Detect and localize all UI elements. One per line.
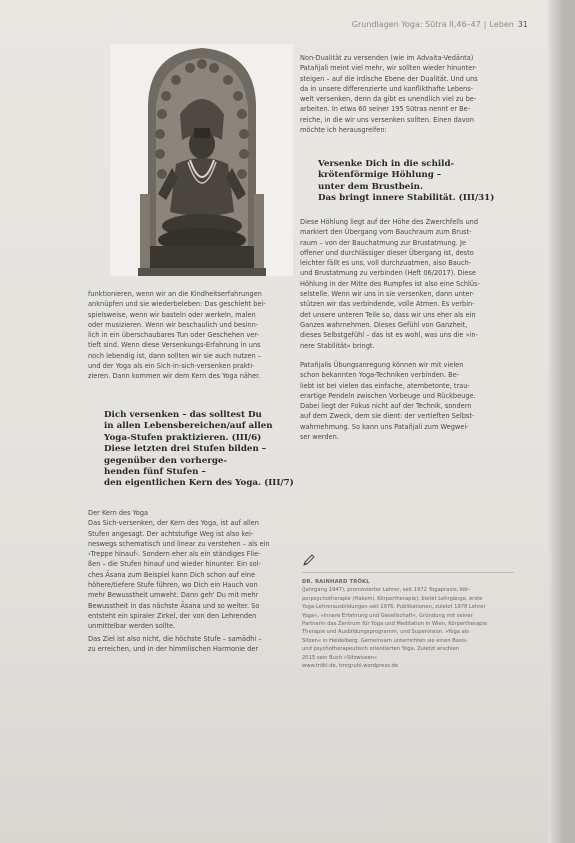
text-line: stützen wir das verbindende, volle Atmen. Es verbin-: [300, 300, 475, 309]
pencil-icon: [302, 553, 316, 567]
text-line: anknüpfen und sie wiederbeleben: Das geschieht bei-: [88, 300, 266, 309]
bio-line: Therapie und Ausbildungsprogramm, und Supervision. »Yoga als: [302, 629, 469, 636]
text-line: da in unsere differenzierte und konflikthafte Lebens-: [300, 84, 474, 93]
text-line: Diese Höhlung liegt auf der Höhe des Zwerchfells und: [300, 218, 479, 226]
text-line: liebt ist bei vielen das einfache, atembetonte, trau-: [300, 381, 470, 390]
quote-line: Das bringt innere Stabilität. (III/31): [318, 193, 495, 204]
text-line: noch lebendig ist, dann sollten wir sie auch nutzen –: [88, 351, 262, 360]
header-separator: |: [483, 20, 487, 29]
right-paragraph-3: [300, 360, 513, 442]
text-line: dieses Selbstgefühl – das ist es wohl, was uns die »in-: [300, 331, 478, 340]
text-line: leichter fällt es uns, voll durchzuatmen, also Bauch-: [300, 259, 472, 268]
quote-line: Yoga-Stufen praktizieren. (III/6): [104, 432, 262, 443]
bio-line: und psychotherapeutisch orientierten Yoga. Zuletzt erschien: [302, 646, 460, 653]
quote-line: Versenke Dich in die schild-: [318, 159, 455, 169]
text-line: funktionieren, wenn wir an die Kindheitserfahrungen: [88, 290, 262, 298]
right-pull-quote: [318, 159, 518, 205]
page-number: 31: [517, 20, 528, 29]
text-line: Dabei liegt der Fokus nicht auf der Technik, sondern: [300, 402, 472, 411]
bio-line: 2015 sein Buch »Sitzwissen«: [302, 654, 378, 661]
text-line: lich in ein überschaubares Tun oder Geschehen ver-: [88, 331, 259, 340]
page-edge: [548, 0, 562, 843]
left-section: [88, 508, 296, 632]
quote-line: henden fünf Stufen –: [104, 467, 206, 478]
bio-line: (Jahrgang 1947), promovierter Lehrer, seit 1972 Yogapraxis, Kör-: [302, 587, 470, 594]
text-line: Non-Dualität zu versenden (wie im Advaita-Vedānta): [300, 54, 474, 62]
text-line: ches Āsana zum Beispiel kann Dich schon auf eine: [88, 570, 256, 579]
text-line: Ganzes wahrnehmen. Dieses Gefühl von Ganzheit,: [300, 320, 468, 329]
text-line: oder musizieren. Wenn wir beschaulich und besinn-: [88, 320, 259, 329]
text-line: entsteht ein spiraler Zirkel, der von den Lehrenden: [88, 611, 257, 620]
text-line: und der Yoga als ein Sich-in-sich-versenken prakti-: [88, 362, 255, 371]
right-paragraph-1: [300, 53, 513, 135]
text-line: zieren. Dann kommen wir dem Kern des Yoga näher.: [88, 372, 261, 381]
text-line: spielsweise, wenn wir basteln oder werkeln, malen: [88, 310, 256, 319]
text-line: offener und durchlässiger dieser Übergang ist, desto: [300, 248, 474, 257]
left-paragraph-1: [88, 289, 296, 382]
bio-divider: [302, 572, 514, 573]
text-line: Das Ziel ist also nicht, die höchste Stufe – samādhi –: [88, 635, 262, 643]
text-line: Bewusstheit in das nächste Āsana und so weiter. So: [88, 601, 260, 610]
text-line: Höhlung in der Mitte des Rumpfes ist also eine Schlüs-: [300, 279, 480, 288]
text-line: Stufen angesagt. Der achtstufige Weg ist also kei-: [88, 529, 254, 538]
text-line: wahrnehmung. So kann uns Patañjali zum Wegwei-: [300, 422, 469, 431]
quote-line: krötenförmige Höhlung –: [318, 170, 442, 181]
quote-line: unter dem Brustbein.: [318, 181, 423, 192]
text-line: und Brustatmung zu verbinden (Heft 06/2017). Diese: [300, 269, 476, 278]
text-line: raum – von der Bauchatmung zur Brustatmung. Je: [300, 238, 467, 247]
section-heading: Der Kern des Yoga: [88, 509, 149, 517]
text-line: erartige Pendeln zwischen Vorbeuge und Rückbeuge.: [300, 391, 476, 400]
text-line: zu erreichen, und in der himmlischen Harmonie der: [88, 645, 259, 654]
text-line: mehr Bewusstheit umweht. Dann geh' Du mit mehr: [88, 591, 259, 600]
text-line: neswegs schematisch und linear zu verstehen – als ein: [88, 539, 270, 548]
left-paragraph-3: [88, 634, 296, 655]
bio-line: Yoga-Lehrerausbildungen seit 1976. Publikationen, zuletzt 1978 Lehrer: [302, 604, 486, 611]
quote-line: in allen Lebensbereichen/auf allen: [104, 421, 273, 432]
text-line: tieft sind. Wenn diese Versenkungs-Erfahrung in uns: [88, 341, 261, 350]
text-line: höhere/tiefere Stufe führen, wo Dich ein Hauch von: [88, 581, 258, 590]
text-line: möchte ich herausgreifen:: [300, 126, 387, 135]
bio-line: www.trökl.de, tmrgruhl.wordpress.de: [302, 663, 399, 670]
text-line: Patañjali meint viel mehr, wir sollten wieder hinunter-: [300, 64, 477, 73]
bio-line: Yoga«, »Innere Erfahrung und Gesellschaft«, Gründung mit seiner: [302, 612, 473, 619]
text-line: schon bekannten Yoga-Techniken verbinden. Be-: [300, 371, 460, 380]
right-paragraph-2: [300, 217, 513, 351]
text-line: steigen – auf die irdische Ebene der Dualität. Und uns: [300, 74, 478, 83]
bio-line: Partnerin das Zentrum für Yoga und Meditation in Wien, Körpertherapie: [302, 621, 488, 628]
left-pull-quote: [104, 410, 304, 490]
text-line: Patañjalis Übungsanregung können wir mit vielen: [300, 361, 464, 369]
text-line: markiert den Übergang vom Bauchraum zum Brust-: [300, 228, 472, 237]
text-line: Das Sich-versenken, der Kern des Yoga, ist auf allen: [88, 519, 259, 528]
text-line: selstelle. Wenn wir uns in sie versenken, dann unter-: [300, 290, 475, 299]
text-line: ›Treppe hinauf‹. Sondern eher als ein ständiges Flie-: [88, 550, 261, 559]
quote-line: gegenüber den vorherge-: [104, 455, 228, 466]
text-line: welt versenken, denn da gibt es unendlich viel zu be-: [300, 95, 477, 104]
deity-statue-photo: [110, 44, 293, 276]
running-header: [352, 20, 528, 29]
author-name: DR. RAINHARD TRÖKL: [302, 579, 370, 585]
text-line: nere Stabilität« bringt.: [300, 341, 375, 350]
text-line: unmittelbar werden sollte.: [88, 622, 176, 631]
text-line: ser werden.: [300, 433, 339, 442]
text-line: reiche, in die wir uns versenken sollten. Einen davon: [300, 115, 474, 124]
deity-statue-drawing: [110, 44, 293, 276]
header-section: Leben: [489, 20, 514, 29]
bio-line: perpsychotherapie (Hakomi, Körpertherapie), bietet Lehrgänge, erste: [302, 595, 483, 602]
quote-line: Diese letzten drei Stufen bilden –: [104, 444, 267, 455]
text-line: ßen – die Stufen hinauf und wieder hinunter. Ein sol-: [88, 560, 261, 569]
text-line: det unsere unteren Teile so, dass wir uns eher als ein: [300, 310, 476, 319]
quote-line: Dich versenken – das solltest Du: [104, 410, 262, 420]
bio-line: Sitzen« in Heidelberg. Gemeinsam unterrichten sie einen Basis-: [302, 637, 468, 644]
text-line: auf dem Zweck, dem sie dient: der vertieften Selbst-: [300, 412, 475, 421]
author-bio: [302, 578, 514, 670]
header-magazine: Grundlagen Yoga: Sūtra II,46–47: [351, 20, 481, 29]
quote-line: den eigentlichen Kern des Yoga. (III/7): [104, 478, 294, 489]
text-line: arbeiten. In etwa 60 seiner 195 Sūtras nennt er Be-: [300, 105, 471, 114]
